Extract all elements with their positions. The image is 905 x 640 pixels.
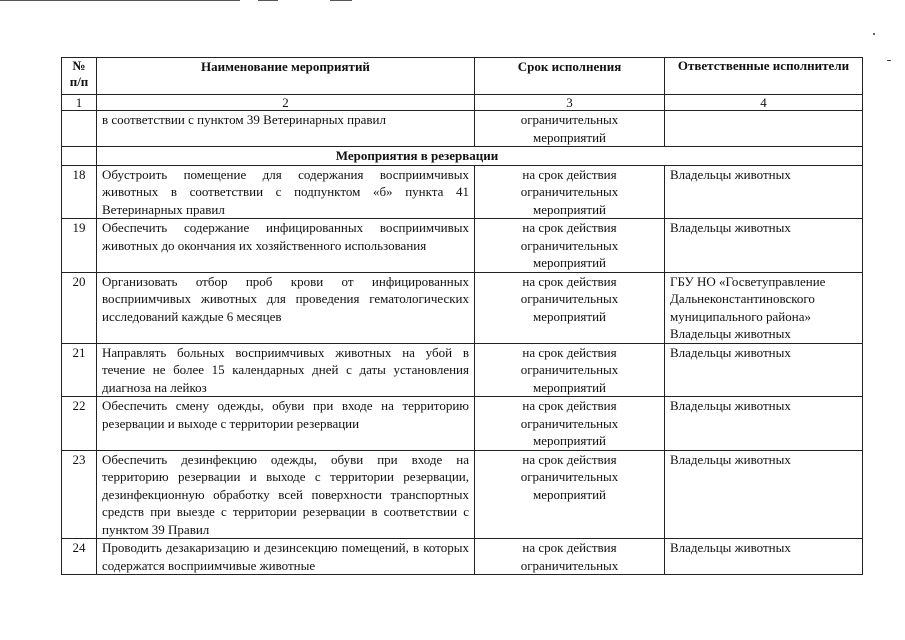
row-term: на срок действия ограничительных мероприятий <box>475 165 665 219</box>
header-row <box>62 58 863 95</box>
row-num <box>62 111 97 147</box>
section-blank <box>62 147 97 166</box>
row-num: 18 <box>62 165 97 219</box>
table-row <box>62 450 863 539</box>
row-resp: Владельцы животных <box>665 343 863 397</box>
row-term: ограничительных мероприятий <box>475 111 665 147</box>
header-term: Срок исполнения <box>475 58 665 95</box>
scan-speck <box>887 60 891 61</box>
table-row <box>62 397 863 451</box>
row-name: Направлять больных восприимчивых животных на убой в течение не более 15 календарных дней с даты установления диагноза на лейкоз <box>97 343 475 397</box>
header-resp: Ответственные исполнители <box>665 58 863 95</box>
table-row <box>62 539 863 575</box>
row-term: на срок действия ограничительных мероприятий <box>475 450 665 539</box>
table-row <box>62 219 863 273</box>
row-resp: Владельцы животных <box>665 397 863 451</box>
row-term: на срок действия ограничительных мероприятий <box>475 343 665 397</box>
index-row <box>62 95 863 111</box>
row-term: на срок действия ограничительных мероприятий <box>475 397 665 451</box>
row-resp: Владельцы животных <box>665 450 863 539</box>
row-resp: Владельцы животных <box>665 219 863 273</box>
measures-table <box>61 57 863 575</box>
row-name: Обустроить помещение для содержания восприимчивых животных в соответствии с подпунктом «б» пункта 41 Ветеринарных правил <box>97 165 475 219</box>
header-name: Наименование мероприятий <box>97 58 475 95</box>
row-num: 21 <box>62 343 97 397</box>
header-num: № п/п <box>62 58 97 95</box>
section-row <box>62 147 863 166</box>
row-resp <box>665 111 863 147</box>
table-row <box>62 343 863 397</box>
row-num: 20 <box>62 272 97 343</box>
row-resp: Владельцы животных <box>665 165 863 219</box>
section-title: Мероприятия в резервации <box>97 147 863 166</box>
row-name: Обеспечить смену одежды, обуви при входе на территорию резервации и выходе с территории резервации <box>97 397 475 451</box>
row-num: 19 <box>62 219 97 273</box>
row-num: 23 <box>62 450 97 539</box>
row-name: в соответствии с пунктом 39 Ветеринарных правил <box>97 111 475 147</box>
index-cell: 2 <box>97 95 475 111</box>
table-row <box>62 165 863 219</box>
row-term: на срок действия ограничительных мероприятий <box>475 272 665 343</box>
row-name: Проводить дезакаризацию и дезинсекцию помещений, в которых содержатся восприимчивые животные <box>97 539 475 575</box>
index-cell: 4 <box>665 95 863 111</box>
index-cell: 3 <box>475 95 665 111</box>
row-name: Обеспечить дезинфекцию одежды, обуви при входе на территорию резервации и выходе с территории резервации, дезинфекционную обработку всей поверхности транспортных средств при выезде с территории резервации в соответствии с пунктом 39 Правил <box>97 450 475 539</box>
row-resp: ГБУ НО «Госветуправление Дальнеконстантиновского муниципального района» Владельцы животных <box>665 272 863 343</box>
row-num: 22 <box>62 397 97 451</box>
table-row <box>62 272 863 343</box>
continued-row <box>62 111 863 147</box>
index-cell: 1 <box>62 95 97 111</box>
row-name: Организовать отбор проб крови от инфицированных восприимчивых животных для проведения гематологических исследований каждые 6 месяцев <box>97 272 475 343</box>
row-resp: Владельцы животных <box>665 539 863 575</box>
scan-edge-line <box>0 0 240 1</box>
row-term: на срок действия ограничительных мероприятий <box>475 219 665 273</box>
scan-speck <box>873 33 875 35</box>
row-term: на срок действия ограничительных <box>475 539 665 575</box>
row-name: Обеспечить содержание инфицированных восприимчивых животных до окончания их хозяйственного использования <box>97 219 475 273</box>
scan-edge-line <box>330 0 352 1</box>
scan-edge-line <box>258 0 278 1</box>
row-num: 24 <box>62 539 97 575</box>
